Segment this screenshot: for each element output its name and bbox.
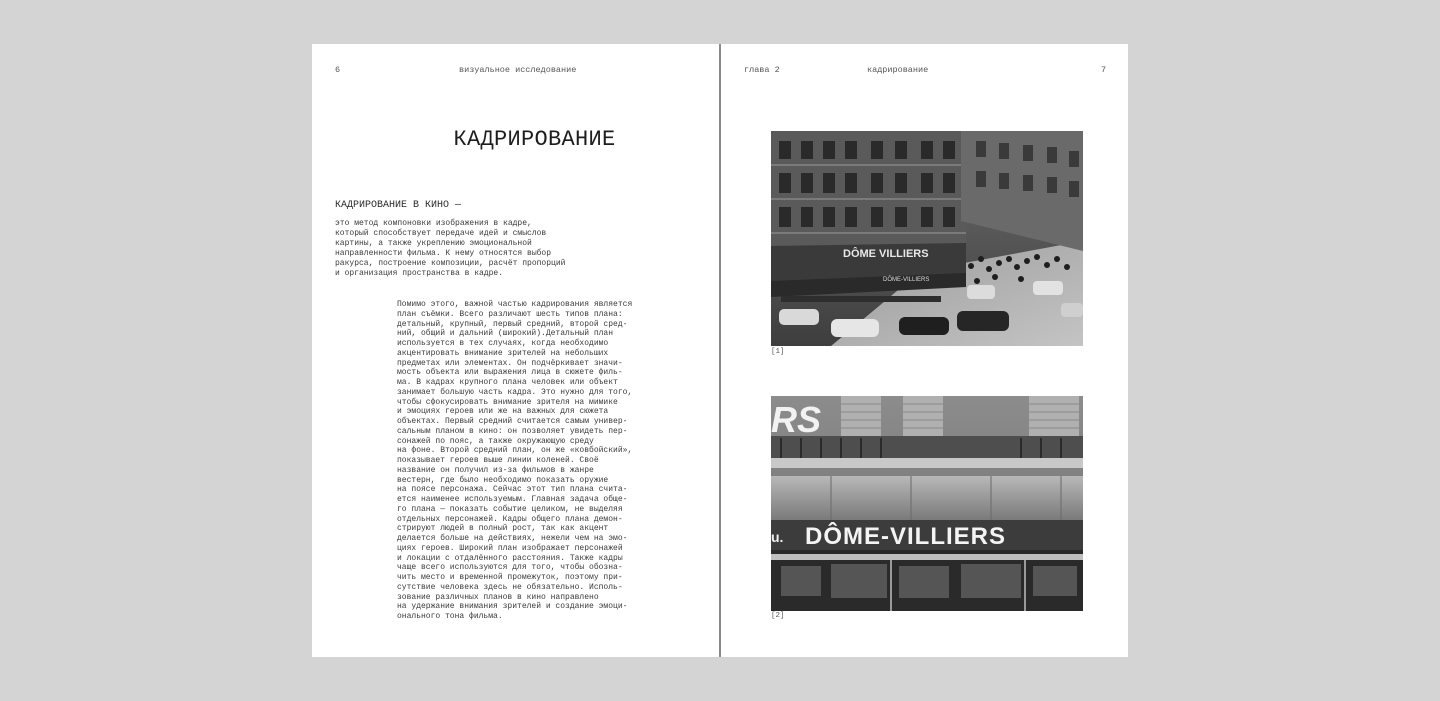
lead-text-line: картины, а также укреплению эмоциональной [335,238,532,248]
body-text-line: показывает героев выше линии коленей. Своё [397,456,599,465]
sign-letters-top: RS [771,399,822,440]
body-text-line: и локации с отдалённого расстояния. Также кадры [397,553,623,563]
body-text-line: занимает большую часть кадра. Это нужно для того, [397,387,633,397]
right-page [721,44,1128,657]
body-text-line: и эмоциях героев или же на важных для сюжета [397,407,609,417]
figure-2-photo [771,396,1083,611]
body-text-line: го плана — показать событие целиком, не выделяя [397,504,623,514]
chapter-label: глава 2 [744,65,780,75]
body-text-line: отдельных персонажей. Кадры общего плана демон- [397,514,623,524]
body-text-line: детальный, крупный, первый средний, второй сред- [397,319,628,329]
body-text-line: на фоне. Второй средний план, он же «ковбойский», [397,446,633,456]
body-text-line: ма. В кадрах крупного плана человек или объект [397,378,618,387]
lead-text-line: ракурса, построение композиции, расчёт пропорций [335,258,566,268]
body-text-line: объектах. Первый средний считается самым универ- [397,417,628,426]
lead-paragraph [335,219,580,278]
street-corner-image [771,131,1083,346]
body-text-line: ний, общий и дальний (широкий).Детальный план [397,329,614,339]
running-title-right: кадрирование [867,65,929,75]
body-text-line: мость объекта или выражения лица в сюжете филь- [397,368,623,378]
body-text-line: сутствие человека здесь не обязательно. Исполь- [397,582,623,592]
body-text-line: акцентировать внимание зрителей на небольших [397,348,609,358]
lead-text-line: направленности фильма. К нему относятся выбор [335,248,552,258]
body-text-line: чтобы сфокусировать внимание зрителя на мимике [397,397,618,407]
body-text-line: чить место и временной промежуток, поэтому при- [397,573,623,582]
cafe-sign-text-2: DÔME-VILLIERS [805,523,1007,550]
body-text-line: план съёмки. Всего различают шесть типов плана: [397,309,623,319]
page-number-left: 6 [335,65,341,75]
body-text-line: вестерн, где было необходимо показать оружие [397,475,609,485]
body-text-line: на удержание внимания зрителей и создание эмоци- [397,602,628,612]
body-text-line: ется наименее используемым. Главная задача обще- [397,495,628,504]
cafe-sign-image [771,396,1083,611]
left-page [312,44,719,657]
body-text-line: название он получил из-за фильмов в жанре [397,465,594,475]
sign-prefix: u. [771,529,784,545]
body-text-line: предметах или элементах. Он подчёркивает значи- [397,358,623,368]
figure-2-caption: [2] [771,612,785,620]
body-text-line: используется в тех случаях, когда необходимо [397,339,609,348]
body-text-line: сальным планом в кино: он позволяет увидеть пер- [397,426,628,436]
lead-text-line: который способствует передаче идей и смыслов [335,228,547,238]
lead-text-line: и организация пространства в кадре. [335,268,504,278]
body-text-line: циях героев. Широкий план изображает персонажей [397,543,623,553]
lead-heading: КАДРИРОВАНИЕ В КИНО — [335,200,462,211]
figure-1-photo [771,131,1083,346]
body-text-line: зование различных планов в кино направлено [397,592,599,602]
chapter-title: КАДРИРОВАНИЕ [453,127,616,152]
body-text-line: делается больше на действиях, нежели чем на эмо- [397,534,628,543]
cafe-sign-text: DÔME VILLIERS [843,248,929,260]
figure-1-caption: [1] [771,348,785,356]
body-text-line: чаще всего используются для того, чтобы обозна- [397,563,623,573]
awning-text: DÔME-VILLIERS [883,277,930,283]
body-text-line: сонажей по пояс, а также окружающую среду [397,436,594,446]
running-title-left: визуальное исследование [459,65,577,75]
body-text-line: стрируют людей в полный рост, так как акцент [397,524,609,534]
book-spread [312,44,1128,657]
body-text-line: на поясе персонажа. Сейчас этот тип плана счита- [397,485,628,495]
lead-text-line: это метод компоновки изображения в кадре, [335,219,532,228]
body-text-line: Помимо этого, важной частью кадрирования является [397,300,633,309]
page-number-right: 7 [1101,65,1107,75]
body-paragraph [397,300,642,622]
body-text-line: онального тона фильма. [397,612,503,621]
